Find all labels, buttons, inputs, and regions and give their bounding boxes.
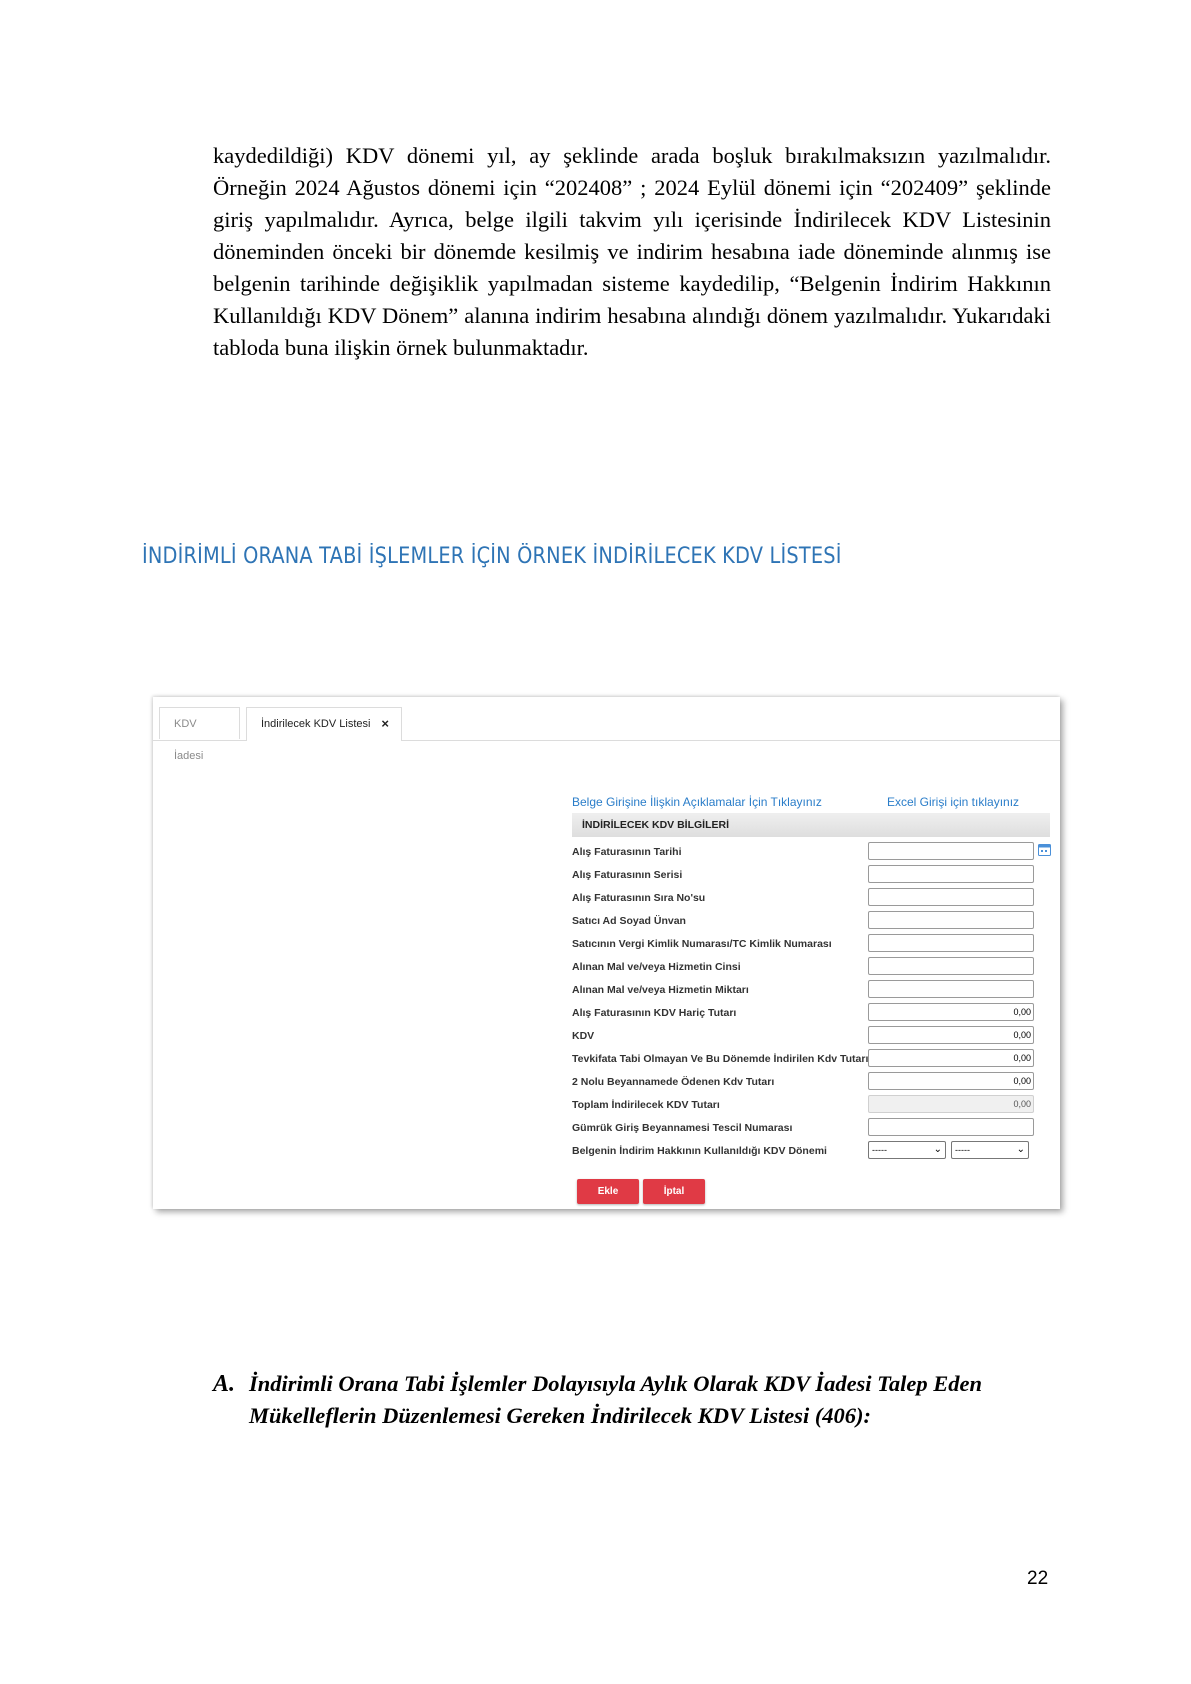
calendar-icon[interactable] bbox=[1038, 843, 1051, 856]
close-icon[interactable]: × bbox=[381, 716, 389, 731]
body-paragraph: kaydedildiği) KDV dönemi yıl, ay şeklinde arada boşluk bırakılmaksızın yazılmalıdır. Örneğin 2024 Ağustos dönemi için “202408” ; 2024 Eylül dönemi için “202409” şeklinde giriş yapılmalıdır. Ayrıca, belge ilgili takvim yılı içerisinde İndirilecek KDV Listesinin döneminden önceki bir dönemde kesilmiş ve indirim hesabına iade döneminde alınmış ise belgenin tarihinde değişiklik yapılmadan sisteme kaydedilip, “Belgenin İndirim Hakkının Kullanıldığı KDV Dönem” alanına indirim hesabına alındığı dönem yazılmalıdır. Yukarıdaki tabloda buna ilişkin örnek bulunmaktadır. bbox=[213, 143, 1051, 360]
section-heading: İNDİRİMLİ ORANA TABİ İŞLEMLER İÇİN ÖRNEK İNDİRİLECEK KDV LİSTESİ bbox=[142, 544, 842, 569]
goods-quantity-input[interactable] bbox=[868, 980, 1034, 998]
field-row bbox=[572, 1095, 1052, 1118]
period-month-select[interactable] bbox=[951, 1141, 1029, 1159]
declaration-2-vat-input[interactable]: 0,00 bbox=[868, 1072, 1034, 1090]
seller-name-input[interactable] bbox=[868, 911, 1034, 929]
total-deductible-vat-field: 0,00 bbox=[868, 1095, 1034, 1113]
add-button[interactable]: Ekle bbox=[577, 1179, 639, 1204]
invoice-date-input[interactable] bbox=[868, 842, 1034, 860]
field-row bbox=[572, 1049, 1052, 1072]
field-label: Toplam İndirilecek KDV Tutarı bbox=[572, 1099, 720, 1111]
field-row bbox=[572, 1003, 1052, 1026]
field-label: Alınan Mal ve/veya Hizmetin Miktarı bbox=[572, 984, 749, 996]
field-row bbox=[572, 911, 1052, 934]
field-label: Alış Faturasının KDV Hariç Tutarı bbox=[572, 1007, 737, 1019]
subheading-letter: A. bbox=[213, 1371, 236, 1397]
field-row bbox=[572, 934, 1052, 957]
field-row bbox=[572, 1118, 1052, 1141]
field-label: Satıcı Ad Soyad Ünvan bbox=[572, 915, 686, 927]
chevron-down-icon: ⌄ bbox=[933, 1144, 942, 1155]
section-title: İNDİRİLECEK KDV BİLGİLERİ bbox=[572, 813, 1050, 837]
subheading-text: İndirimli Orana Tabi İşlemler Dolayısıyla Aylık Olarak KDV İadesi Talep Eden Mükelleflerin Düzenlemesi Gereken İndirilecek KDV Listesi (406): bbox=[249, 1371, 982, 1428]
select-value: ----- bbox=[955, 1145, 970, 1155]
field-row bbox=[572, 1141, 1052, 1164]
tab-label: KDV İadesi bbox=[174, 718, 204, 762]
chevron-down-icon: ⌄ bbox=[1016, 1144, 1025, 1155]
vat-input[interactable]: 0,00 bbox=[868, 1026, 1034, 1044]
field-label: Tevkifata Tabi Olmayan Ve Bu Dönemde İndirilen Kdv Tutarı bbox=[572, 1053, 869, 1065]
field-label: Alış Faturasının Sıra No'su bbox=[572, 892, 706, 904]
field-row bbox=[572, 1026, 1052, 1049]
field-row bbox=[572, 980, 1052, 1003]
instructions-link[interactable]: Belge Girişine İlişkin Açıklamalar İçin Tıklayınız bbox=[572, 795, 822, 809]
field-row bbox=[572, 957, 1052, 980]
tab-bar bbox=[153, 707, 1060, 762]
invoice-number-input[interactable] bbox=[868, 888, 1034, 906]
field-label: Alış Faturasının Tarihi bbox=[572, 846, 682, 858]
field-row bbox=[572, 865, 1052, 888]
field-label: Belgenin İndirim Hakkının Kullanıldığı KDV Dönemi bbox=[572, 1145, 827, 1157]
period-year-select[interactable] bbox=[868, 1141, 946, 1159]
goods-type-input[interactable] bbox=[868, 957, 1034, 975]
invoice-series-input[interactable] bbox=[868, 865, 1034, 883]
cancel-button[interactable]: İptal bbox=[643, 1179, 705, 1204]
customs-declaration-input[interactable] bbox=[868, 1118, 1034, 1136]
field-row bbox=[572, 888, 1052, 911]
field-label: KDV bbox=[572, 1030, 595, 1042]
field-row bbox=[572, 1072, 1052, 1095]
field-label: 2 Nolu Beyannamede Ödenen Kdv Tutarı bbox=[572, 1076, 775, 1088]
select-value: ----- bbox=[872, 1145, 887, 1155]
field-label: Alış Faturasının Serisi bbox=[572, 869, 683, 881]
seller-tax-id-input[interactable] bbox=[868, 934, 1034, 952]
field-label: Alınan Mal ve/veya Hizmetin Cinsi bbox=[572, 961, 741, 973]
page-number: 22 bbox=[1027, 1568, 1049, 1589]
non-withholding-vat-input[interactable]: 0,00 bbox=[868, 1049, 1034, 1067]
excel-entry-link[interactable]: Excel Girişi için tıklayınız bbox=[887, 795, 1020, 809]
form-screenshot bbox=[153, 697, 1060, 1209]
tab-kdv-iadesi[interactable] bbox=[159, 707, 240, 762]
amount-excl-vat-input[interactable]: 0,00 bbox=[868, 1003, 1034, 1021]
field-row bbox=[572, 842, 1052, 865]
tab-label: İndirilecek KDV Listesi bbox=[261, 718, 371, 730]
tab-indirilecek-kdv-listesi[interactable] bbox=[246, 707, 402, 741]
field-label: Satıcının Vergi Kimlik Numarası/TC Kimlik Numarası bbox=[572, 938, 832, 950]
field-label: Gümrük Giriş Beyannamesi Tescil Numarası bbox=[572, 1122, 793, 1134]
